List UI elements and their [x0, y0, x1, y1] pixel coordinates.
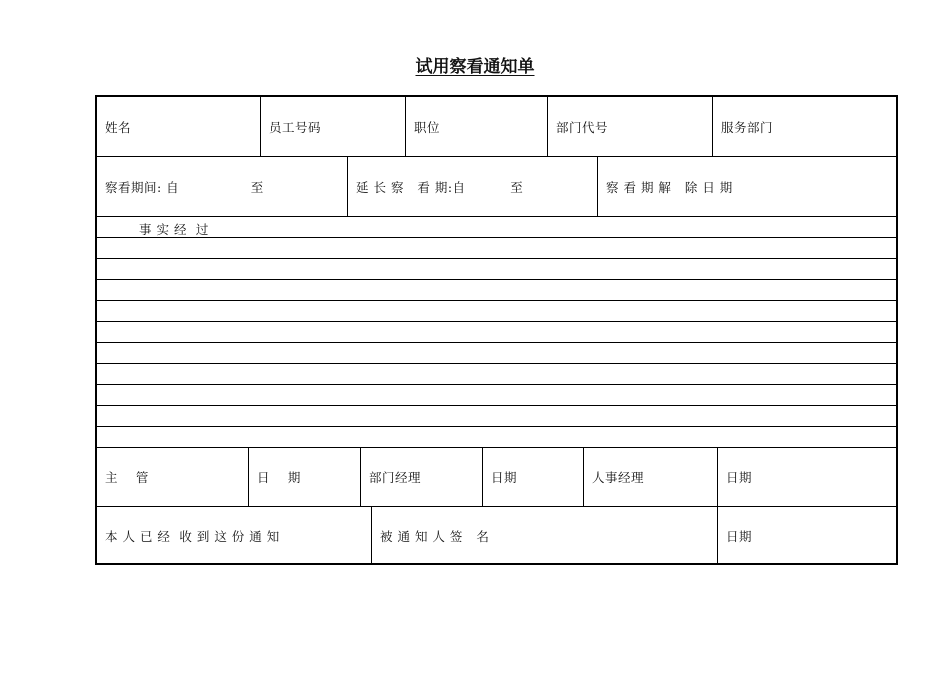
facts-line[interactable]: [97, 364, 896, 385]
hr-manager-date-field[interactable]: [718, 448, 896, 506]
signature-field[interactable]: [372, 507, 718, 565]
notice-form-table: [95, 95, 898, 565]
facts-line[interactable]: [97, 322, 896, 343]
facts-line[interactable]: [97, 385, 896, 406]
name-label: 姓名: [105, 119, 132, 135]
facts-line[interactable]: [97, 238, 896, 259]
hr-manager-field[interactable]: [584, 448, 718, 506]
facts-header-row: [97, 217, 896, 238]
hr-manager-date-label: 日期: [726, 470, 753, 485]
supervisor-date-field[interactable]: [249, 448, 361, 506]
acknowledgement-row: [97, 507, 896, 565]
dept-manager-field[interactable]: [361, 448, 483, 506]
service-dept-field[interactable]: [713, 97, 896, 156]
approval-row: [97, 448, 896, 507]
acknowledge-field[interactable]: [97, 507, 372, 565]
employee-no-field[interactable]: [261, 97, 406, 156]
facts-label: 事 实 经 过: [139, 222, 209, 237]
extended-period-label: 延 长 察 看 期:自 至: [356, 179, 524, 195]
facts-line[interactable]: [97, 301, 896, 322]
facts-line[interactable]: [97, 259, 896, 280]
facts-line[interactable]: [97, 427, 896, 448]
document-title: [0, 52, 950, 77]
dept-code-label: 部门代号: [556, 119, 609, 135]
dept-manager-date-label: 日期: [491, 470, 518, 485]
facts-label-cell: [97, 217, 896, 237]
dept-manager-label: 部门经理: [369, 470, 422, 485]
release-date-label: 察 看 期 解 除 日 期: [606, 179, 733, 195]
supervisor-label: 主 管: [105, 470, 149, 485]
facts-line[interactable]: [97, 280, 896, 301]
signature-date-label: 日期: [726, 529, 753, 544]
document-title-text: 试用察看通知单: [415, 57, 535, 77]
signature-date-field[interactable]: [718, 507, 896, 565]
hr-manager-label: 人事经理: [592, 470, 645, 485]
employee-no-label: 员工号码: [269, 119, 322, 135]
facts-line[interactable]: [97, 406, 896, 427]
dept-manager-date-field[interactable]: [483, 448, 584, 506]
signature-label: 被 通 知 人 签 名: [380, 529, 490, 544]
position-field[interactable]: [406, 97, 548, 156]
service-dept-label: 服务部门: [721, 119, 774, 135]
supervisor-field[interactable]: [97, 448, 249, 506]
employee-info-row: [97, 97, 896, 157]
position-label: 职位: [414, 119, 441, 135]
supervisor-date-label: 日 期: [257, 470, 301, 485]
release-date-field[interactable]: [598, 157, 896, 216]
dept-code-field[interactable]: [548, 97, 713, 156]
acknowledge-label: 本 人 已 经 收 到 这 份 通 知: [105, 529, 280, 544]
extended-period-field[interactable]: [348, 157, 598, 216]
facts-line[interactable]: [97, 343, 896, 364]
probation-period-row: [97, 157, 896, 217]
name-field[interactable]: [97, 97, 261, 156]
probation-period-field[interactable]: [97, 157, 348, 216]
probation-period-label: 察看期间: 自 至: [105, 179, 264, 195]
